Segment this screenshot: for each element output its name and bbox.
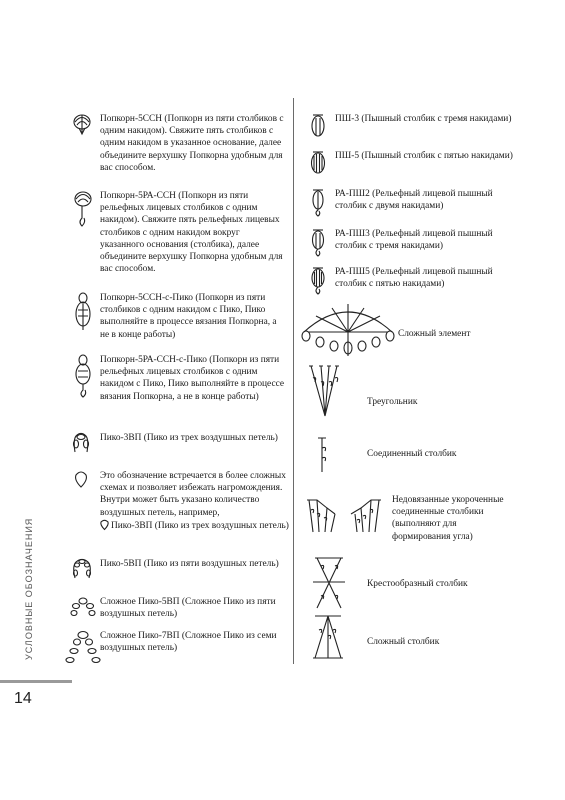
legend-item-popcorn-5ssn-piko bbox=[70, 292, 285, 344]
side-section-label: УСЛОВНЫЕ ОБОЗНАЧЕНИЯ bbox=[24, 517, 34, 660]
oval-3-icon bbox=[100, 519, 109, 530]
column-divider bbox=[293, 98, 294, 664]
complex-element-icon bbox=[300, 302, 396, 360]
legend-text: Сложное Пико-7ВП (Сложное Пико из семи воздушных петель) bbox=[100, 631, 277, 654]
legend-text: Треугольник bbox=[367, 397, 418, 407]
oval-icon bbox=[74, 470, 88, 488]
piko-3-icon bbox=[72, 432, 90, 454]
legend-item-ra-psh3 bbox=[305, 228, 515, 262]
legend-text: РА-ПШ3 (Рельефный лицевой пышный столбик с тремя накидами) bbox=[335, 229, 493, 252]
legend-text bbox=[100, 470, 290, 532]
legend-text: Соединенный столбик bbox=[367, 449, 457, 459]
oval-note-text: Это обозначение встречается в более сложных схемах и позволяет избежать нагромождения. Внутри может быть указано количество воздушных петель, например, bbox=[100, 471, 286, 518]
legend-item-popcorn-5ssn bbox=[70, 113, 285, 177]
legend-item-complex-piko-5vp bbox=[70, 596, 285, 624]
legend-item-complex-piko-7vp bbox=[70, 630, 285, 670]
legend-text: Попкорн-5РА-ССН-с-Пико (Попкорн из пяти рельефных лицевых столбиков с одним накидом с Пико, Пико выполняйте в процессе вязания Попкорна, а не в конце работы) bbox=[100, 355, 285, 402]
relief-puff-2-icon bbox=[309, 188, 327, 218]
popcorn-icon bbox=[72, 113, 92, 135]
legend-text: РА-ПШ5 (Рельефный лицевой пышный столбик с пятью накидами) bbox=[335, 267, 493, 290]
legend-item-joined-stitch bbox=[305, 436, 515, 476]
legend-item-popcorn-5ra-ssn-piko bbox=[70, 354, 285, 418]
legend-text: ПШ-3 (Пышный столбик с тремя накидами) bbox=[335, 114, 512, 124]
cross-stitch-icon bbox=[311, 556, 347, 610]
relief-popcorn-piko-icon bbox=[73, 354, 93, 398]
puff-5-icon bbox=[309, 150, 327, 176]
joined-stitch-icon bbox=[315, 436, 329, 474]
complex-stitch-icon bbox=[311, 614, 345, 660]
legend-item-triangle bbox=[305, 364, 515, 420]
legend-item-ra-psh2 bbox=[305, 188, 515, 222]
legend-text: ПШ-5 (Пышный столбик с пятью накидами) bbox=[335, 151, 513, 161]
legend-text: Недовязанные укороченные соединенные столбики (выполняют для формирования угла) bbox=[392, 495, 504, 542]
legend-item-popcorn-5ra-ssn bbox=[70, 190, 285, 280]
legend-item-oval-note bbox=[70, 470, 295, 548]
legend-item-piko-5vp bbox=[70, 558, 285, 586]
complex-piko-5-icon bbox=[70, 596, 96, 618]
complex-piko-7-icon bbox=[66, 630, 100, 666]
legend-item-complex-stitch bbox=[305, 614, 515, 664]
legend-text: Попкорн-5ССН (Попкорн из пяти столбиков с одним накидом). Свяжите пять столбиков с одним накидом в указанное основание, далее объедините верхушку Попкорна удобным для вас способом. bbox=[100, 114, 284, 173]
legend-item-short-joined bbox=[305, 494, 515, 544]
triangle-icon bbox=[305, 364, 345, 418]
legend-text: Пико-5ВП (Пико из пяти воздушных петель) bbox=[100, 559, 279, 569]
legend-text: Сложный элемент bbox=[398, 329, 471, 339]
legend-item-psh-3 bbox=[305, 113, 515, 143]
legend-item-complex-element bbox=[300, 302, 515, 362]
relief-puff-3-icon bbox=[309, 228, 327, 258]
legend-text: Попкорн-5ССН-с-Пико (Попкорн из пяти столбиков с одним накидом с Пико, Пико выполняйте в процессе вязания Попкорна, а не в конце работы) bbox=[100, 293, 277, 340]
side-bar bbox=[0, 680, 72, 683]
legend-text: Сложное Пико-5ВП (Сложное Пико из пяти воздушных петель) bbox=[100, 597, 276, 620]
relief-puff-5-icon bbox=[309, 266, 327, 296]
piko-5-icon bbox=[72, 558, 92, 580]
legend-item-ra-psh5 bbox=[305, 266, 515, 300]
legend-item-cross-stitch bbox=[305, 556, 515, 612]
relief-popcorn-icon bbox=[72, 190, 94, 230]
puff-3-icon bbox=[309, 113, 327, 139]
legend-item-piko-3vp bbox=[70, 432, 285, 460]
page-number: 14 bbox=[14, 690, 32, 707]
popcorn-piko-icon bbox=[73, 292, 93, 332]
legend-text: РА-ПШ2 (Рельефный лицевой пышный столбик с двумя накидами) bbox=[335, 189, 493, 212]
legend-item-psh-5 bbox=[305, 150, 515, 180]
legend-text: Попкорн-5РА-ССН (Попкорн из пяти рельефных лицевых столбиков с одним накидом). Свяжите пять рельефных лицевых столбиков с одним накидом вокруг указанного основания (столбика), далее объедините верхушку Попкорна удобным для вас способом. bbox=[100, 191, 283, 275]
legend-text: Пико-3ВП (Пико из трех воздушных петель) bbox=[100, 433, 278, 443]
legend-text: Крестообразный столбик bbox=[367, 579, 468, 589]
short-joined-right-icon bbox=[349, 494, 383, 534]
oval-note-example: Пико-3ВП (Пико из трех воздушных петель) bbox=[111, 520, 289, 531]
short-joined-left-icon bbox=[305, 494, 339, 534]
legend-text: Сложный столбик bbox=[367, 637, 440, 647]
